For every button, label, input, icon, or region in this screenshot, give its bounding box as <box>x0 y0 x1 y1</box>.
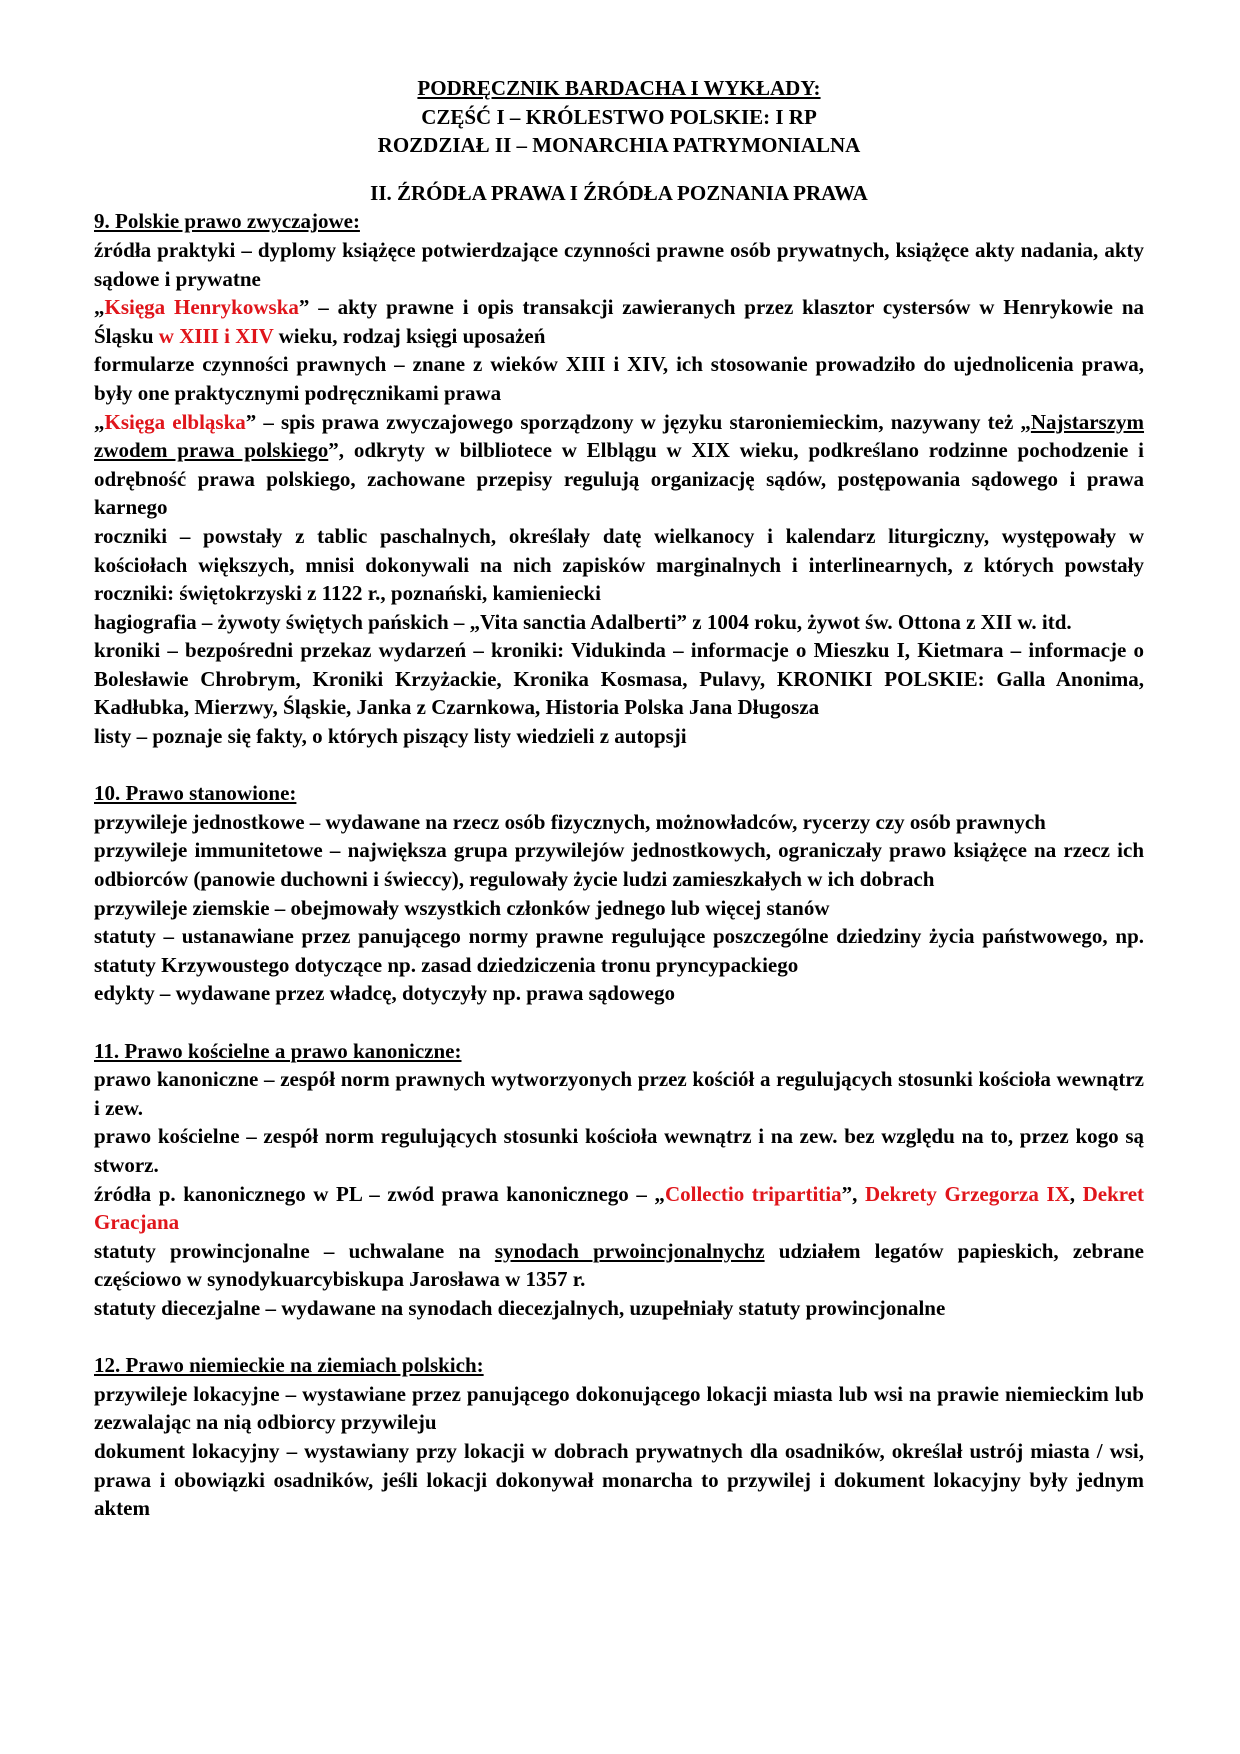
text: udziałem legatów papieskich, zebrane częściowo w synodykuarcybiskupa Jarosława w 1357 r. <box>94 1238 1144 1292</box>
section-10-heading: 10. Prawo stanowione: <box>94 781 297 806</box>
paragraph: hagiografia – żywoty świętych pańskich – „Vita sanctia Adalberti” z 1004 roku, żywot św. Ottona z XII w. itd. <box>94 609 1072 634</box>
paragraph: przywileje lokacyjne – wystawiane przez panującego dokonującego lokacji miasta lub wsi na prawie niemieckim lub zezwalając na nią odbiorcy przywileju <box>94 1381 1144 1435</box>
highlight-term: Księga elbląska <box>104 409 246 434</box>
text: ” – akty prawne i opis transakcji zawieranych przez klasztor cystersów w Henrykowie na Śląsku <box>94 295 1144 348</box>
header-line-3: ROZDZIAŁ II – MONARCHIA PATRYMONIALNA <box>377 133 861 158</box>
paragraph: prawo kościelne – zespół norm regulujących stosunki kościoła wewnątrz i na zew. bez względu na to, przez kogo są stworz. <box>94 1124 1144 1177</box>
text: źródła p. kanonicznego w PL – zwód prawa kanonicznego – „ <box>94 1181 665 1206</box>
paragraph: formularze czynności prawnych – znane z wieków XIII i XIV, ich stosowanie prowadziło do ujednolicenia prawa, były one praktycznymi podręcznikami prawa <box>94 352 1144 405</box>
paragraph: listy – poznaje się fakty, o których piszący listy wiedzieli z autopsji <box>94 724 687 749</box>
highlight-term: Collectio tripartitia <box>664 1181 842 1206</box>
paragraph: przywileje immunitetowe – największa grupa przywilejów jednostkowych, ograniczały prawo książęce na rzecz ich odbiorców (panowie duchowni i świeccy), regulowały życie ludzi zamieszkałych w ich dobrach <box>94 838 1144 892</box>
paragraph <box>94 293 1144 350</box>
paragraph <box>94 1237 1144 1294</box>
paragraph <box>94 1180 1144 1237</box>
text: , <box>1069 1181 1083 1206</box>
paragraph <box>94 408 1144 522</box>
section-12 <box>94 1351 1144 1523</box>
chapter-title: II. ŹRÓDŁA PRAWA I ŹRÓDŁA POZNANIA PRAWA <box>370 180 868 205</box>
text: „ <box>94 295 105 320</box>
paragraph: statuty – ustanawiane przez panującego normy prawne regulujące poszczególne dziedziny życia państwowego, np. statuty Krzywoustego dotyczące np. zasad dziedziczenia tronu pryncypackiego <box>94 924 1144 977</box>
text: ”, <box>841 1181 865 1206</box>
header-line-2: CZĘŚĆ I – KRÓLESTWO POLSKIE: I RP <box>421 104 817 129</box>
paragraph: kroniki – bezpośredni przekaz wydarzeń – kroniki: Vidukinda – informacje o Mieszku I, Kietmara – informacje o Bolesławie Chrobrym, Kroniki Krzyżackie, Kronika Kosmasa, Pulavy, KRONIKI POLSKIE: Galla Anonima, Kadłubka, Mierzwy, Śląskie, Janka z Czarnkowa, Historia Polska Jana Długosza <box>94 638 1144 720</box>
paragraph: źródła praktyki – dyplomy książęce potwierdzające czynności prawne osób prywatnych, książęce akty nadania, akty sądowe i prywatne <box>94 237 1144 291</box>
underlined-term: synodach prwoincjonalnychz <box>494 1238 765 1263</box>
header-line-1: PODRĘCZNIK BARDACHA I WYKŁADY: <box>417 76 821 100</box>
highlight-term: w XIII i XIV <box>158 323 274 348</box>
paragraph: przywileje ziemskie – obejmowały wszystkich członków jednego lub więcej stanów <box>94 895 830 920</box>
text: statuty prowincjonalne – uchwalane na <box>94 1238 495 1263</box>
text: „ <box>94 409 105 434</box>
paragraph: roczniki – powstały z tablic paschalnych, określały datę wielkanocy i kalendarz liturgiczny, występowały w kościołach większych, mnisi dokonywali na nich zapisków marginalnych i interlinearnych, z których powstały roczniki: świętokrzyski z 1122 r., poznański, kamieniecki <box>94 523 1144 606</box>
paragraph: prawo kanoniczne – zespół norm prawnych wytworzyonych przez kościół a regulujących stosunki kościoła wewnątrz i zew. <box>94 1067 1144 1120</box>
document-header <box>94 74 1144 160</box>
section-9 <box>94 207 1144 750</box>
highlight-term: Księga Henrykowska <box>104 295 299 320</box>
section-9-heading: 9. Polskie prawo zwyczajowe: <box>94 209 360 234</box>
text: ”, odkryty w bilbliotece w Elblągu w XIX wieku, podkreślano rodzinne pochodzenie i odrębność prawa polskiego, zachowane przepisy regulują organizację sądów, postępowania sądowego i prawa karnego <box>94 438 1144 520</box>
paragraph: statuty diecezjalne – wydawane na synodach diecezjalnych, uzupełniały statuty prowincjonalne <box>94 1295 946 1320</box>
section-11 <box>94 1037 1144 1323</box>
underlined-term: Najstarszym zwodem prawa polskiego <box>94 409 1145 463</box>
text: ” – spis prawa zwyczajowego sporządzony w języku staroniemieckim, nazywany też „ <box>245 409 1031 434</box>
text: wieku, rodzaj księgi uposażeń <box>273 323 546 348</box>
section-11-heading: 11. Prawo kościelne a prawo kanoniczne: <box>94 1038 462 1063</box>
paragraph: edykty – wydawane przez władcę, dotyczyły np. prawa sądowego <box>94 981 675 1006</box>
highlight-term: Dekret Gracjana <box>94 1181 1145 1235</box>
paragraph: przywileje jednostkowe – wydawane na rzecz osób fizycznych, możnowładców, rycerzy czy osób prawnych <box>94 809 1046 834</box>
highlight-term: Dekrety Grzegorza IX <box>864 1181 1070 1206</box>
paragraph: dokument lokacyjny – wystawiany przy lokacji w dobrach prywatnych dla osadników, określał ustrój miasta / wsi, prawa i obowiązki osadników, jeśli lokacji dokonywał monarcha to przywilej i dokument lokacyjny były jednym aktem <box>94 1438 1144 1521</box>
document-page <box>94 74 1144 1523</box>
section-12-heading: 12. Prawo niemieckie na ziemiach polskich: <box>94 1353 484 1378</box>
section-10 <box>94 779 1144 1008</box>
